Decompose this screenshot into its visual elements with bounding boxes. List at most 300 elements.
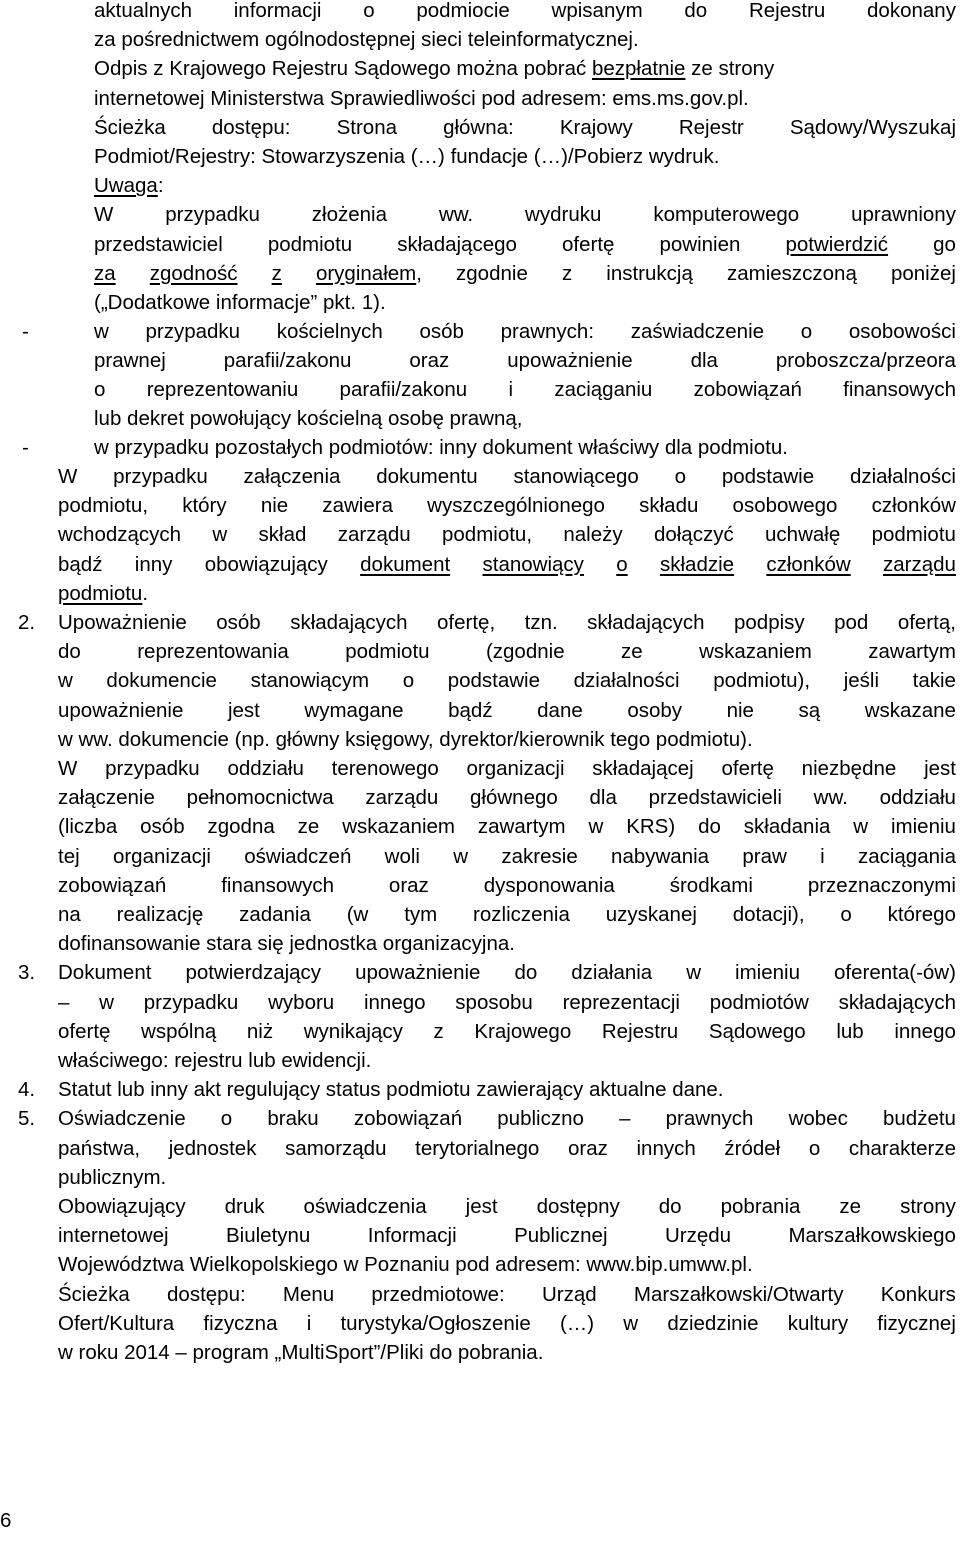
word: w	[588, 815, 604, 839]
text-line	[58, 1280, 956, 1309]
text-line	[58, 491, 956, 520]
word: Krajowy	[559, 115, 633, 139]
word: zobowiązań	[693, 377, 802, 401]
text-line	[58, 842, 956, 871]
text-span: („Dodatkowe informacje” pkt. 1).	[94, 290, 386, 314]
word: uchwałę	[765, 523, 841, 547]
word: ze	[297, 815, 320, 839]
word: przypadku	[105, 756, 200, 780]
list-marker: 2.	[18, 611, 36, 634]
page-number: 6	[0, 1509, 12, 1532]
word: wynikający	[303, 1019, 403, 1043]
word: dokumentu	[376, 465, 478, 488]
word: go	[933, 232, 956, 256]
word: wyboru	[268, 990, 335, 1014]
word: jest	[924, 756, 956, 780]
word: Obowiązujący	[58, 1194, 186, 1218]
word: zaciąganiu	[554, 377, 653, 401]
word: pod	[834, 611, 869, 634]
word: skład	[258, 523, 307, 547]
text-span: .	[142, 581, 149, 605]
word: ofertą,	[897, 611, 956, 634]
word: strony	[900, 1194, 956, 1218]
word: woli	[384, 844, 420, 868]
word: Menu	[282, 1282, 335, 1306]
numbered-item	[18, 1075, 956, 1104]
word: stanowiącym	[250, 669, 370, 693]
word: publiczno	[497, 1107, 584, 1131]
word: składu	[639, 494, 699, 518]
text-line	[58, 812, 956, 841]
text-span: w ww. dokumencie (np. główny księgowy, dyrektor/kierownik tego podmiotu).	[58, 727, 753, 751]
word: wpisanym	[551, 0, 643, 22]
text-span: w roku 2014 – program „MultiSport”/Pliki do pobrania.	[58, 1340, 544, 1364]
text-line	[58, 988, 956, 1017]
text-line	[94, 288, 956, 317]
text-line	[58, 1221, 956, 1250]
word: turystyka/Ogłoszenie	[340, 1311, 531, 1335]
word: załączenie	[58, 786, 155, 810]
word: kultury	[787, 1311, 849, 1335]
list-marker: 3.	[18, 961, 36, 985]
word: podpisy	[733, 611, 805, 634]
word: o	[808, 1136, 821, 1160]
word: Biuletynu	[225, 1224, 311, 1248]
word: wydruku	[525, 203, 602, 227]
text-line	[58, 725, 956, 754]
text-line	[94, 200, 956, 229]
word: do	[58, 640, 81, 664]
word: powinien	[659, 232, 741, 256]
underlined-word: z	[271, 261, 282, 285]
word: podmiotu	[267, 232, 353, 256]
word: Sądowego	[708, 1019, 806, 1043]
word: reprezentowania	[137, 640, 289, 664]
word: wspólną	[141, 1019, 217, 1043]
word: ze	[621, 640, 643, 664]
word: załączenia	[243, 465, 341, 488]
text-line	[94, 25, 956, 54]
numbered-item	[18, 1104, 956, 1367]
text-line	[58, 900, 956, 929]
text-line	[58, 929, 956, 958]
word: niż	[246, 1019, 274, 1043]
word: fizycznej	[877, 1311, 956, 1335]
word: zawartym	[868, 640, 956, 664]
word: Rejestru	[601, 1019, 679, 1043]
word: parafii/zakonu	[223, 348, 352, 372]
text-line	[58, 1250, 956, 1279]
word: organizacji	[112, 844, 211, 868]
text-span: Podmiot/Rejestry: Stowarzyszenia (…) fundacje (…)/Pobierz wydruk.	[94, 144, 720, 168]
text-line	[58, 1134, 956, 1163]
word: tej	[58, 844, 80, 868]
word: tzn.	[524, 611, 558, 634]
word: należy	[563, 523, 623, 547]
text-line	[58, 754, 956, 783]
word: ww.	[813, 786, 848, 810]
word: potwierdzający	[185, 961, 322, 985]
word: Rejestru	[748, 0, 826, 22]
word: wyszczególnionego	[427, 494, 605, 518]
word: (w	[346, 902, 369, 926]
word: złożenia	[311, 203, 388, 227]
word: działania	[571, 961, 653, 985]
word: w	[686, 961, 702, 985]
underlined-word: oryginałem	[315, 261, 417, 285]
word: Marszałkowskiego	[788, 1224, 956, 1248]
word: W	[58, 465, 78, 488]
word: podmiocie	[416, 0, 510, 22]
word: innego	[894, 1019, 956, 1043]
word: komputerowego	[653, 203, 800, 227]
word: składającego	[397, 232, 517, 256]
word: którego	[887, 902, 956, 926]
list-marker: 5.	[18, 1107, 36, 1131]
word: zaciągania	[857, 844, 956, 868]
word: imieniu	[735, 961, 800, 985]
word: upoważnienie	[355, 961, 481, 985]
word: informacji	[233, 0, 322, 22]
word: oświadczeń	[244, 844, 352, 868]
word: (liczba	[58, 815, 118, 839]
text-line	[58, 1192, 956, 1221]
word: w	[94, 319, 109, 343]
underlined-word: stanowiący	[482, 552, 584, 576]
word: działalności	[849, 465, 956, 488]
word: i	[820, 844, 825, 868]
word: imieniu	[891, 815, 956, 839]
word: środkami	[669, 873, 753, 897]
word: prawnej	[94, 348, 166, 372]
word: oraz	[409, 348, 450, 372]
list-marker: 4.	[18, 1078, 36, 1102]
word: uprawniony	[851, 203, 956, 227]
word: zarządu	[337, 523, 411, 547]
word: Krajowego	[474, 1019, 572, 1043]
text-line	[58, 520, 956, 549]
word: dane	[537, 698, 583, 722]
word: dołączyć	[653, 523, 734, 547]
text-line	[94, 54, 956, 83]
word: wobec	[788, 1107, 848, 1131]
word: osoby	[627, 698, 683, 722]
word: w	[453, 844, 469, 868]
text-span: właściwego: rejestru lub ewidencji.	[58, 1048, 372, 1072]
word: zgodnie	[456, 261, 528, 285]
word: W	[94, 203, 114, 227]
word: w	[99, 990, 114, 1014]
word: i	[508, 377, 514, 401]
word: Publicznej	[514, 1224, 608, 1248]
dash-item	[22, 317, 956, 434]
word: Dokument	[58, 961, 152, 985]
word: ze	[839, 1194, 862, 1218]
word: oryginałem,	[315, 261, 422, 285]
word: reprezentowaniu	[146, 377, 299, 401]
word: o	[94, 377, 106, 401]
word: terytorialnego	[415, 1136, 540, 1160]
word: osób	[419, 319, 464, 343]
text-line	[58, 1163, 956, 1192]
underlined-text: podmiotu	[58, 581, 143, 605]
word: zamieszczoną	[726, 261, 857, 285]
text-line	[94, 84, 956, 113]
word: oświadczenia	[303, 1194, 427, 1218]
text-line	[94, 433, 956, 462]
text-span: ze strony	[685, 57, 775, 81]
word: internetowej	[58, 1224, 169, 1248]
text-span: internetowej Ministerstwa Sprawiedliwości pod adresem: ems.ms.gov.pl.	[94, 86, 749, 110]
word: Urzędu	[664, 1224, 732, 1248]
text-line	[58, 608, 956, 637]
dzialalnosc-block	[58, 462, 956, 608]
word: z	[561, 261, 573, 285]
word: dla	[589, 786, 617, 810]
word: przypadku	[145, 319, 241, 343]
list-marker: -	[22, 436, 29, 460]
word: fizyczna	[203, 1311, 278, 1335]
word: dotacji),	[732, 902, 805, 926]
word: lub	[836, 1019, 864, 1043]
text-line	[58, 1075, 956, 1104]
word: główna:	[443, 115, 514, 139]
word: praw	[742, 844, 787, 868]
text-line	[94, 317, 956, 346]
word: braku	[267, 1107, 319, 1131]
word: podstawie	[721, 465, 815, 488]
word: i	[306, 1311, 312, 1335]
text-span: w przypadku pozostałych podmiotów: inny dokument właściwy dla podmiotu.	[94, 436, 788, 460]
word: takie	[912, 669, 956, 693]
word: innego	[363, 990, 426, 1014]
word: jest	[227, 698, 260, 722]
word: Strona	[336, 115, 397, 139]
word: obowiązujący	[204, 552, 328, 576]
word: podmiotu,	[58, 494, 149, 518]
word: podmiotu),	[713, 669, 811, 693]
word: parafii/zakonu	[339, 377, 468, 401]
word: osób	[140, 815, 185, 839]
word: oddziału	[879, 786, 956, 810]
word: KRS)	[626, 815, 676, 839]
word: o	[402, 669, 415, 693]
word: zaświadczenie	[630, 319, 765, 343]
word: przedstawiciel	[94, 232, 223, 256]
word: w	[58, 669, 73, 693]
word: wskazaniem	[699, 640, 812, 664]
word: podmiotu	[345, 640, 430, 664]
word: przypadku	[143, 990, 239, 1014]
word: do	[684, 0, 708, 22]
word: przeznaczonymi	[807, 873, 956, 897]
word: nie	[260, 494, 289, 518]
word: –	[619, 1107, 631, 1131]
text-span: :	[157, 174, 164, 198]
word: oraz	[567, 1136, 608, 1160]
word: państwa,	[58, 1136, 141, 1160]
text-span: Odpis z Krajowego Rejestru Sądowego można pobrać	[94, 57, 592, 81]
word: realizację	[116, 902, 204, 926]
word: nie	[726, 698, 754, 722]
word: ofertę,	[437, 611, 496, 634]
word: poniżej	[890, 261, 956, 285]
text-span: Statut lub inny akt regulujący status podmiotu zawierający aktualne dane.	[58, 1078, 724, 1102]
text-line	[58, 958, 956, 987]
word: zobowiązań	[58, 873, 167, 897]
word: oferenta(-ów)	[834, 961, 956, 985]
text-span: publicznym.	[58, 1165, 167, 1189]
text-line	[94, 404, 956, 433]
text-line	[94, 171, 956, 200]
word: składającej	[592, 756, 694, 780]
word: oddziału	[227, 756, 304, 780]
word: innych	[636, 1136, 696, 1160]
underlined-word: zarządu	[883, 552, 956, 576]
word: zakresie	[501, 844, 578, 868]
word: osób	[216, 611, 261, 634]
word: wymagane	[304, 698, 404, 722]
text-span: Województwa Wielkopolskiego w Poznaniu pod adresem: www.bip.umww.pl.	[58, 1253, 753, 1277]
word: ofertę	[58, 1019, 111, 1043]
word: z	[433, 1019, 444, 1043]
word: Upoważnienie	[58, 611, 187, 634]
word: prawnych	[665, 1107, 754, 1131]
word: reprezentacji	[562, 990, 680, 1014]
text-line	[58, 1104, 956, 1133]
text-line	[58, 783, 956, 812]
word: który	[182, 494, 227, 518]
word: kościelnych	[276, 319, 383, 343]
word: członków	[871, 494, 956, 518]
word: podmiotów	[709, 990, 809, 1014]
underlined-word: dokument	[360, 552, 451, 576]
text-line	[94, 346, 956, 375]
word: jeśli	[843, 669, 880, 693]
text-line	[58, 1017, 956, 1046]
word: jest	[465, 1194, 498, 1218]
word: inny	[134, 552, 173, 576]
word: ofertę	[721, 756, 774, 780]
word: składających	[838, 990, 956, 1014]
word: Urząd	[541, 1282, 597, 1306]
word: osobowości	[848, 319, 956, 343]
text-line	[94, 375, 956, 404]
word: na	[58, 902, 81, 926]
word: działalności	[573, 669, 680, 693]
word: Sądowy/Wyszukaj	[789, 115, 956, 139]
word: wskazane	[864, 698, 956, 722]
word: dla	[690, 348, 718, 372]
word: podmiotu	[871, 523, 956, 547]
word: przypadku	[113, 465, 208, 488]
word: finansowych	[843, 377, 956, 401]
word: dokumencie	[106, 669, 217, 693]
word: (…)	[559, 1311, 595, 1335]
word: dostępu:	[167, 1282, 246, 1306]
word: składania	[743, 815, 831, 839]
text-line	[94, 0, 956, 25]
word: W	[58, 756, 78, 780]
word: ofertę	[562, 232, 615, 256]
word: upoważnienie	[58, 698, 184, 722]
word: nabywania	[611, 844, 710, 868]
word: tym	[404, 902, 438, 926]
word: jednostek	[168, 1136, 257, 1160]
word: Ścieżka	[94, 115, 166, 139]
text-span: za pośrednictwem ogólnodostępnej sieci teleinformatycznej.	[94, 28, 639, 52]
word: osobowego	[732, 494, 838, 518]
word: rozliczenia	[473, 902, 570, 926]
text-line	[94, 230, 956, 259]
text-line	[94, 113, 956, 142]
text-line	[94, 142, 956, 171]
text-line	[58, 637, 956, 666]
word: stanowiącego	[513, 465, 639, 488]
underlined-word: członków	[766, 552, 851, 576]
text-line	[58, 666, 956, 695]
text-line	[58, 1338, 956, 1367]
word: oraz	[388, 873, 429, 897]
word: dostępu:	[211, 115, 291, 139]
word: podstawie	[447, 669, 541, 693]
underlined-word: o	[616, 552, 628, 576]
numbered-item	[18, 958, 956, 1075]
word: o	[840, 902, 852, 926]
word: (zgodnie	[485, 640, 565, 664]
numbered-item	[18, 608, 956, 958]
word: wchodzących	[58, 523, 182, 547]
underlined-word: potwierdzić	[785, 232, 889, 256]
word: pobrania	[720, 1194, 801, 1218]
word: druk	[224, 1194, 265, 1218]
uwaga-label: Uwaga	[94, 174, 158, 198]
word: głównego	[470, 786, 558, 810]
word: bądź	[448, 698, 493, 722]
krs-odpis-block	[94, 54, 956, 317]
word: o	[363, 0, 375, 22]
word: zawiera	[322, 494, 393, 518]
text-line	[94, 259, 956, 288]
word: zarządu	[365, 786, 439, 810]
word: organizacji	[466, 756, 565, 780]
word: Informacji	[367, 1224, 457, 1248]
underlined-word: składzie	[659, 552, 735, 576]
word: o	[220, 1107, 233, 1131]
word: Konkurs	[880, 1282, 956, 1306]
word: dostępny	[536, 1194, 620, 1218]
word: w	[212, 523, 228, 547]
word: dokonany	[867, 0, 956, 22]
word: wskazaniem	[342, 815, 455, 839]
word: Ścieżka	[58, 1282, 130, 1306]
word: samorządu	[285, 1136, 387, 1160]
word: o	[674, 465, 687, 488]
word: ww.	[438, 203, 474, 227]
word: upoważnienie	[507, 348, 633, 372]
word: aktualnych	[94, 0, 193, 22]
text-line	[58, 1046, 956, 1075]
word: zgodna	[207, 815, 275, 839]
word: dysponowania	[483, 873, 615, 897]
word: dziedzinie	[667, 1311, 759, 1335]
word: zadania	[239, 902, 311, 926]
word: w	[853, 815, 869, 839]
word: –	[58, 990, 70, 1014]
word: Rejestr	[678, 115, 744, 139]
word: do	[698, 815, 721, 839]
text-line	[58, 462, 956, 491]
